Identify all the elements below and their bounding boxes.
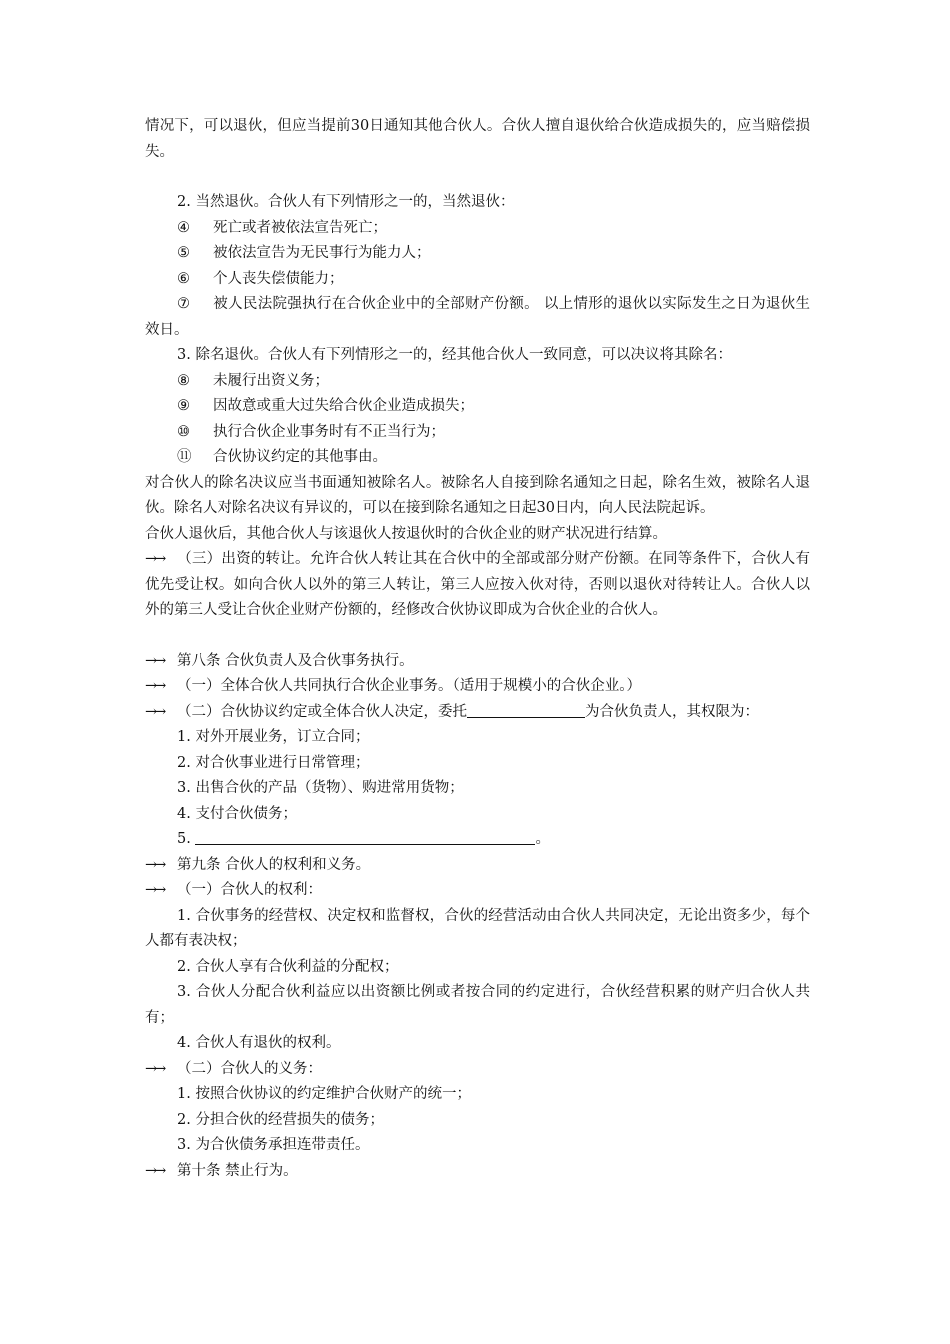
paragraph-withdrawal-notice: 情况下，可以退伙，但应当提前30日通知其他合伙人。合伙人擅自退伙给合伙造成损失的，应当赔偿损失。	[145, 118, 810, 160]
item-text: 被依法宣告为无民事行为能力人；	[213, 245, 431, 261]
duties-title-text: （二）合伙人的义务：	[177, 1060, 322, 1077]
item-text: 未履行出资义务；	[213, 372, 329, 389]
article-8-clause-1	[145, 674, 810, 700]
item-text: 死亡或者被依法宣告死亡；	[213, 219, 387, 236]
item-text: 因故意或重大过失给合伙企业造成损失；	[213, 398, 474, 414]
list-item: 4. 合伙人有退伙的权利。	[177, 1035, 341, 1051]
list-item: 2. 对合伙事业进行日常管理；	[177, 754, 370, 771]
arrow-marker: →→	[145, 1060, 164, 1077]
clause-text-pre: （二）合伙协议约定或全体合伙人决定，委托	[177, 703, 467, 720]
list-item: 4. 支付合伙债务；	[177, 805, 297, 822]
clause-text: （一）全体合伙人共同执行合伙企业事务。（适用于规模小的合伙企业。）	[177, 678, 641, 694]
arrow-marker: →→	[145, 652, 164, 669]
paragraph-transfer-text: （三）出资的转让。允许合伙人转让其在合伙中的全部或部分财产份额。在同等条件下，合伙人有优先受让权。如向合伙人以外的第三人转让，第三人应按入伙对待，否则以退伙对待转让人。合伙人以外的第三人受让合伙企业财产份额的，经修改合伙协议即成为合伙企业的合伙人。	[145, 551, 810, 618]
article-8-title-text: 第八条 合伙负责人及合伙事务执行。	[177, 652, 414, 669]
item-number: ④	[177, 219, 190, 236]
spacer	[145, 165, 810, 190]
paragraph-expel-notice: 对合伙人的除名决议应当书面通知被除名人。被除名人自接到除名通知之日起，除名生效，被除名人退伙。除名人对除名决议有异议的，可以在接到除名通知之日起30日内，向人民法院起诉。	[145, 474, 810, 516]
item-number: ⑧	[177, 372, 190, 389]
list-item: 2. 分担合伙的经营损失的债务；	[177, 1111, 384, 1128]
item-number: 5.	[177, 831, 196, 847]
arrow-marker: →→	[145, 1162, 164, 1179]
document-page	[145, 114, 810, 1184]
paragraph-settlement: 合伙人退伙后，其他合伙人与该退伙人按退伙时的合伙企业的财产状况进行结算。	[145, 525, 667, 542]
list-item	[145, 445, 810, 471]
article-10-title-text: 第十条 禁止行为。	[177, 1162, 298, 1179]
list-item	[145, 827, 810, 853]
list-item: 3. 为合伙债务承担连带责任。	[177, 1137, 370, 1153]
rights-title-text: （一）合伙人的权利：	[177, 882, 322, 898]
list-item	[145, 216, 810, 242]
clause-text-post: 为合伙负责人，其权限为：	[585, 703, 759, 720]
item-number: ⑩	[177, 423, 190, 440]
fill-in-blank[interactable]	[467, 701, 585, 718]
list-item	[145, 267, 810, 293]
list-item	[145, 292, 810, 343]
list-item: 3. 出售合伙的产品（货物）、购进常用货物；	[177, 780, 464, 796]
list-item: 1. 合伙事务的经营权、决定权和监督权，合伙的经营活动由合伙人共同决定，无论出资多少，每个人都有表决权；	[145, 907, 810, 949]
item-number: ⑥	[177, 270, 190, 287]
list-item	[145, 394, 810, 420]
arrow-marker: →→	[145, 882, 164, 898]
item-text: 合伙协议约定的其他事由。	[213, 449, 387, 465]
arrow-marker: →→	[145, 703, 164, 720]
duties-title	[145, 1057, 810, 1083]
list-item	[145, 420, 810, 446]
list-item: 3. 合伙人分配合伙利益应以出资额比例或者按合同的约定进行，合伙经营积累的财产归合伙人共有；	[145, 984, 810, 1026]
item-number: ⑨	[177, 398, 190, 414]
list-item: 1. 对外开展业务，订立合同；	[177, 729, 370, 745]
spacer	[145, 624, 810, 649]
article-8-clause-2	[145, 700, 810, 726]
rights-title	[145, 878, 810, 904]
expel-heading: 3. 除名退伙。合伙人有下列情形之一的，经其他合伙人一致同意，可以决议将其除名：	[177, 347, 732, 363]
item-number: ⑪	[177, 449, 192, 465]
list-item: 2. 合伙人享有合伙利益的分配权；	[177, 958, 399, 975]
arrow-marker: →→	[145, 678, 164, 694]
article-8-title	[145, 649, 810, 675]
auto-withdrawal-heading: 2. 当然退伙。合伙人有下列情形之一的，当然退伙：	[177, 194, 515, 210]
arrow-marker: →→	[145, 856, 164, 873]
item-number: ⑤	[177, 245, 190, 261]
item-number: ⑦	[177, 296, 190, 312]
paragraph-transfer	[145, 547, 810, 624]
item-end: 。	[535, 831, 550, 847]
item-text: 执行合伙企业事务时有不正当行为；	[213, 423, 445, 440]
article-10-title	[145, 1159, 810, 1185]
article-9-title	[145, 853, 810, 879]
article-9-title-text: 第九条 合伙人的权利和义务。	[177, 856, 371, 873]
arrow-marker: →→	[145, 551, 164, 567]
item-text: 被人民法院强执行在合伙企业中的全部财产份额。 以上情形的退伙以实际发生之日为退伙生效日。	[145, 296, 810, 338]
list-item: 1. 按照合伙协议的约定维护合伙财产的统一；	[177, 1086, 471, 1102]
item-text: 个人丧失偿债能力；	[213, 270, 344, 287]
list-item	[145, 241, 810, 267]
fill-in-blank[interactable]	[195, 828, 535, 845]
list-item	[145, 369, 810, 395]
